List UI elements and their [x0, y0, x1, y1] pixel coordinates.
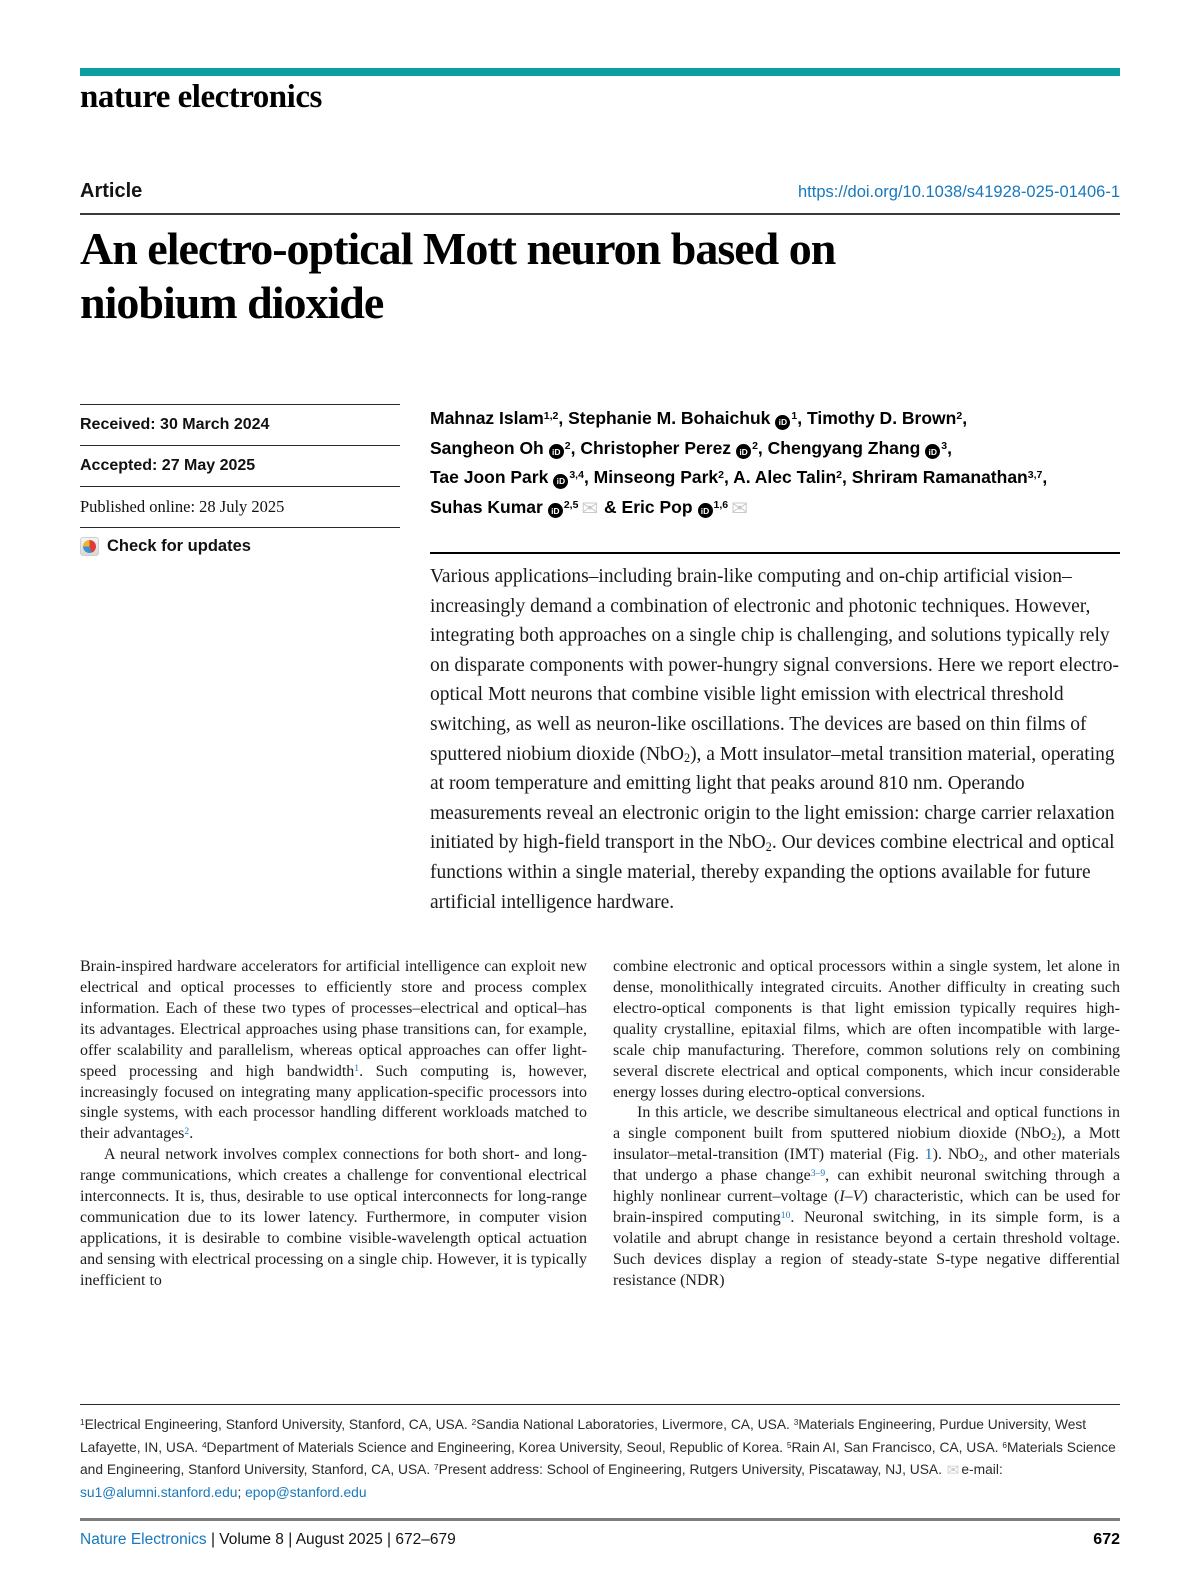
author-list [430, 404, 1120, 523]
author-line: Tae Joon Park iD $^{3,4}$, Minseong Park$^2$, A. Alec Talin$^2$, Shriram Ramanathan$^{3,7}$, [430, 467, 1048, 487]
superscript: 1,2 [543, 410, 559, 423]
mail-icon[interactable]: ✉ [581, 495, 599, 520]
author-abstract-column [430, 404, 1120, 917]
brand-color-bar [80, 68, 1120, 76]
inline-link[interactable]: su1@alumni.stanford.edu [80, 1484, 238, 1500]
check-for-updates-label: Check for updates [107, 537, 251, 555]
superscript: 2,5 [563, 498, 579, 511]
footer-row [80, 1531, 1120, 1549]
superscript: 1 [80, 1418, 85, 1428]
superscript: 1,6 [713, 498, 729, 511]
title-divider [80, 213, 1120, 215]
superscript: 4 [201, 1440, 207, 1450]
accepted-date: Accepted: 27 May 2025 [80, 445, 400, 486]
superscript: 2 [718, 469, 724, 482]
crossmark-circle-glyph [83, 540, 96, 553]
article-title-line1: An electro-optical Mott neuron based on [80, 223, 836, 274]
superscript: 3 [793, 1418, 799, 1428]
body-column-right [613, 957, 1120, 1292]
italic-symbol: I [839, 1188, 845, 1206]
mail-icon[interactable]: ✉ [731, 495, 748, 520]
subscript: 2 [1051, 1132, 1057, 1144]
footnote-divider [80, 1404, 1120, 1405]
orcid-icon[interactable]: iD [736, 444, 751, 459]
footer-divider [80, 1518, 1120, 1521]
orcid-icon[interactable]: iD [698, 503, 713, 518]
body-paragraph: Brain-inspired hardware accelerators for artificial intelligence can exploit new electrical and optical processes to efficiently store and process complex information. Each of these two types of processes–electrical and optical–has its advantages. Electrical approaches using phase transitions can, for example, offer scalability and parallelism, whereas optical approaches can offer light-speed processing and high bandwidth$^1$. Such computing is, however, increasingly focused on integrating many application-specific processors into single systems, with each processor handling different workloads matched to their advantages$^2$. [80, 958, 587, 1143]
page-footer [80, 1518, 1120, 1549]
journal-masthead: nature electronics [80, 79, 322, 115]
author-line: Mahnaz Islam$^{1,2}$, Stephanie M. Bohaichuk iD $^1$, Timothy D. Brown$^2$, [430, 408, 968, 428]
body-paragraph: A neural network involves complex connections for both short- and long-range communications, which creates a challenge for conventional electrical interconnects. It is, thus, desirable to use optical interconnects for long-range communication due to its lower latency. Furthermore, in computer vision applications, it is desirable to combine visible-wavelength optical actuation and sensing with electrical processing on a single chip. However, it is typically inefficient to [80, 1146, 587, 1289]
received-date: Received: 30 March 2024 [80, 404, 400, 445]
subscript: 2 [684, 750, 691, 765]
superscript: 2 [752, 439, 758, 452]
reference-link[interactable]: 10 [780, 1209, 791, 1221]
superscript: 1 [791, 410, 798, 423]
superscript: 3,7 [1027, 469, 1043, 482]
footnote-text: $^1$Electrical Engineering, Stanford University, Stanford, CA, USA. $^2$Sandia National Laboratories, Livermore, CA, USA. $^3$Materials Engineering, Purdue University, West Lafayette, IN, USA. $^4$Department of Materials Science and Engineering, Korea University, Seoul, Republic of Korea. $^5$Rain AI, San Francisco, CA, USA. $^6$Materials Science and Engineering, Stanford University, Stanford, CA, USA. $^7$Present address: School of Engineering, Rutgers University, Piscataway, NJ, USA. ✉ e-mail: su1@alumni.stanford.edu; epop@stanford.edu [80, 1417, 1116, 1500]
superscript: 2 [471, 1418, 477, 1428]
mail-icon[interactable]: ✉ [946, 1461, 960, 1480]
body-paragraph: combine electronic and optical processors within a single system, let alone in dense, monolithically integrated circuits. Another difficulty in creating such electro-optical components is that light emission typically requires high-quality crystalline, epitaxial films, which are often incompatible with large-scale chip manufacturing. Therefore, common solutions rely on combining several discrete electrical and optical components, which incur considerable energy losses during electro-optical conversions. [613, 958, 1120, 1101]
body-paragraph: In this article, we describe simultaneous electrical and optical functions in a single component built from sputtered niobium dioxide (NbO$_2$), a Mott insulator–metal-transition (IMT) material (Fig. 1). NbO$_2$, and other materials that undergo a phase change$^{3-9}$, can exhibit neuronal switching through a highly nonlinear current–voltage (I–V) characteristic, which can be used for brain-inspired computing$^{10}$. Neuronal switching, in its simple form, is a volatile and abrupt change in resistance beyond a certain threshold voltage. Such devices display a region of steady-state S-type negative differential resistance (NDR) [613, 1104, 1121, 1289]
body-column-left [80, 957, 587, 1292]
published-date: Published online: 28 July 2025 [80, 486, 400, 527]
superscript: 3,4 [569, 469, 584, 482]
inline-link[interactable]: Nature Electronics [80, 1531, 207, 1548]
doi-link[interactable]: https://doi.org/10.1038/s41928-025-01406-1 [798, 183, 1120, 201]
superscript: 7 [434, 1463, 439, 1473]
orcid-icon[interactable]: iD [925, 444, 940, 459]
reference-link[interactable]: 2 [184, 1126, 190, 1138]
orcid-icon[interactable]: iD [775, 415, 790, 430]
superscript: 3 [941, 439, 948, 452]
inline-link[interactable]: 1 [924, 1146, 933, 1164]
abstract-divider [430, 552, 1120, 554]
meta-section [80, 404, 1120, 917]
reference-link[interactable]: 3–9 [810, 1167, 826, 1179]
affiliations-footnote [80, 1404, 1120, 1504]
history-box [80, 404, 400, 917]
superscript: 2 [836, 469, 842, 482]
abstract-text: Various applications–including brain-like computing and on-chip artificial vision–increasingly demand a combination of electronic and photonic techniques. However, integrating both approaches on a single chip is challenging, and solutions typically rely on disparate components with power-hungry signal conversions. Here we report electro-optical Mott neurons that combine visible light emission with electrical threshold switching, as well as neuron-like oscillations. The devices are based on thin films of sputtered niobium dioxide (NbO$_2$), a Mott insulator–metal transition material, operating at room temperature and emitting light that peaks around 810 nm. Operando measurements reveal an electronic origin to the light emission: charge carrier relaxation initiated by high-field transport in the NbO$_2$. Our devices combine electrical and optical functions within a single material, thereby expanding the options available for future artificial intelligence hardware. [430, 566, 1119, 913]
subscript: 2 [978, 1153, 984, 1165]
superscript: 2 [956, 410, 963, 423]
italic-symbol: V [852, 1188, 863, 1206]
article-header-row [80, 180, 1120, 203]
article-title [80, 222, 1120, 330]
inline-link[interactable]: epop@stanford.edu [245, 1484, 367, 1500]
journal-citation: Nature Electronics | Volume 8 | August 2025 | 672–679 [80, 1531, 456, 1548]
superscript: 5 [786, 1440, 792, 1450]
reference-link[interactable]: 1 [354, 1063, 360, 1075]
crossmark-icon [80, 537, 99, 556]
superscript: 2 [564, 439, 571, 452]
author-line: Suhas Kumar iD $^{2,5}$ ✉ & Eric Pop iD $^{1,6}$ ✉ [430, 495, 748, 520]
orcid-icon[interactable]: iD [549, 444, 564, 459]
orcid-icon[interactable]: iD [548, 503, 563, 518]
superscript: 6 [1002, 1440, 1007, 1450]
check-for-updates-button[interactable] [80, 527, 400, 567]
article-title-line2: niobium dioxide [80, 277, 384, 328]
page-number: 672 [1093, 1531, 1120, 1548]
subscript: 2 [765, 839, 772, 854]
orcid-icon[interactable]: iD [553, 474, 568, 489]
author-line: Sangheon Oh iD $^2$, Christopher Perez iD $^2$, Chengyang Zhang iD $^3$, [430, 437, 952, 458]
article-type-label: Article [80, 180, 143, 202]
article-body [80, 957, 1120, 1292]
